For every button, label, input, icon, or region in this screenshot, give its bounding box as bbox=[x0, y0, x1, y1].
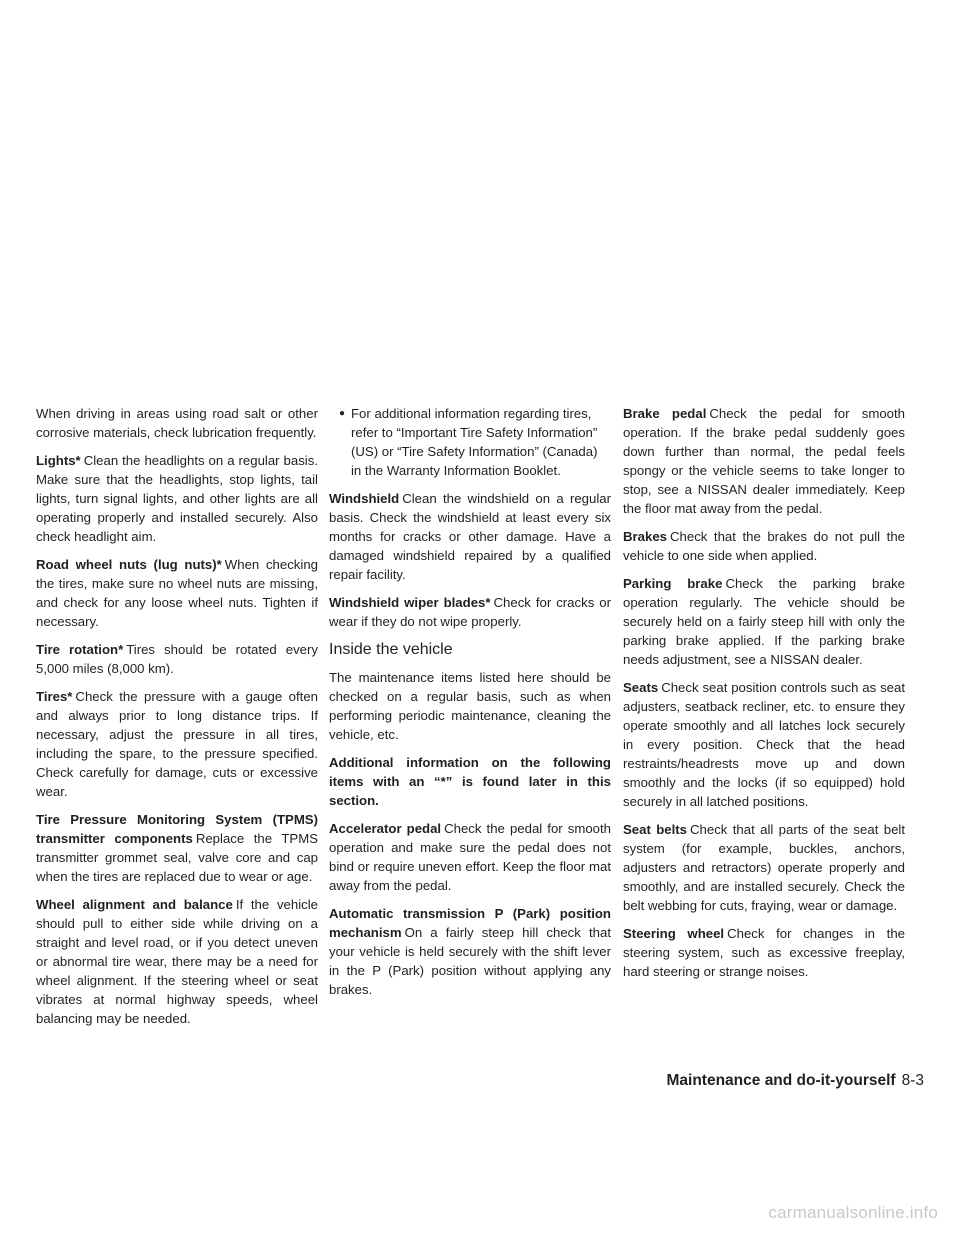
item-text: Replace the TPMS transmitter grommet seal, valve core and cap when the tires are replaced due to wear or age. bbox=[36, 831, 318, 884]
item-text: Check that the brakes do not pull the vehicle to one side when applied. bbox=[623, 529, 905, 563]
item-title: Seat belts bbox=[623, 822, 688, 837]
item-text: Clean the headlights on a regular basis. Make sure that the headlights, stop lights, tail lights, turn signal lights, and other lights are all operating properly and installed securely. Also check headlight aim. bbox=[36, 453, 318, 544]
item-wiper-blades bbox=[329, 593, 611, 631]
item-tires bbox=[36, 687, 318, 801]
item-parking-brake bbox=[623, 574, 905, 669]
item-tpms bbox=[36, 810, 318, 886]
item-brakes bbox=[623, 527, 905, 565]
item-title: Brakes bbox=[623, 529, 667, 544]
item-title: Wheel alignment and balance bbox=[36, 897, 233, 912]
item-text: Clean the windshield on a regular basis. Check the windshield at least every six months for cracks or other damage. Have a damaged windshield repaired by a qualified repair facility. bbox=[329, 491, 611, 582]
item-text: When checking the tires, make sure no wheel nuts are missing, and check for any loose wheel nuts. Tighten if necessary. bbox=[36, 557, 318, 629]
item-steering-wheel bbox=[623, 924, 905, 981]
footer-section-title: Maintenance and do-it-yourself bbox=[666, 1072, 896, 1089]
item-text: Check the pedal for smooth operation and make sure the pedal does not bind or require uneven effort. Keep the floor mat away from the pedal. bbox=[329, 821, 611, 893]
item-accelerator-pedal bbox=[329, 819, 611, 895]
item-text: Check the pedal for smooth operation. If the brake pedal suddenly goes down further than normal, the pedal feels spongy or the vehicle seems to take longer to stop, see a NISSAN dealer immediately. Keep the floor mat away from the pedal. bbox=[623, 406, 905, 516]
item-seat-belts bbox=[623, 820, 905, 915]
item-wheel-alignment bbox=[36, 895, 318, 1028]
column-middle bbox=[329, 404, 611, 1008]
item-text: Check that all parts of the seat belt system (for example, buckles, anchors, adjusters and retractors) operate properly and smoothly, and are installed securely. Check the belt webbing for cuts, fraying, wear or damage. bbox=[623, 822, 905, 913]
item-road-wheel-nuts bbox=[36, 555, 318, 631]
item-title: Parking brake bbox=[623, 576, 723, 591]
section-intro: The maintenance items listed here should be checked on a regular basis, such as when performing periodic maintenance, cleaning the vehicle, etc. bbox=[329, 670, 611, 742]
intro-paragraph: When driving in areas using road salt or other corrosive materials, check lubrication frequently. bbox=[36, 406, 318, 440]
item-text: Check the parking brake operation regularly. The vehicle should be securely held on a fairly steep hill with only the parking brake applied. If the parking brake needs adjustment, see a NISSAN dealer. bbox=[623, 576, 905, 667]
item-text: Check for changes in the steering system, such as excessive freeplay, hard steering or strange noises. bbox=[623, 926, 905, 979]
item-title: Road wheel nuts (lug nuts)* bbox=[36, 557, 222, 572]
item-title: Automatic transmission P (Park) position mechanism bbox=[329, 906, 611, 940]
bullet-text: For additional information regarding tires, refer to “Important Tire Safety Information” (US) or “Tire Safety Information” (Canada) in the Warranty Information Booklet. bbox=[351, 406, 598, 478]
item-title: Steering wheel bbox=[623, 926, 725, 941]
item-title: Brake pedal bbox=[623, 406, 707, 421]
item-brake-pedal bbox=[623, 404, 905, 518]
item-text: Check for cracks or wear if they do not wipe properly. bbox=[329, 595, 611, 629]
column-right bbox=[623, 404, 905, 990]
item-park-mechanism bbox=[329, 904, 611, 999]
item-text: If the vehicle should pull to either side while driving on a straight and level road, or if you detect uneven or abnormal tire wear, there may be a need for wheel alignment. If the steering wheel or seat vibrates at normal highway speeds, wheel balancing may be needed. bbox=[36, 897, 318, 1026]
item-title: Windshield wiper blades* bbox=[329, 595, 491, 610]
item-title: Tire Pressure Monitoring System (TPMS) transmitter components bbox=[36, 812, 318, 846]
item-lights bbox=[36, 451, 318, 546]
section-heading: Inside the vehicle bbox=[329, 641, 453, 658]
item-text: Check the pressure with a gauge often and always prior to long distance trips. If necessary, adjust the pressure in all tires, including the spare, to the pressure specified. Check carefully for damage, cuts or excessive wear. bbox=[36, 689, 318, 799]
item-title: Windshield bbox=[329, 491, 400, 506]
item-text: Tires should be rotated every 5,000 miles (8,000 km). bbox=[36, 642, 318, 676]
page-footer bbox=[667, 1072, 925, 1090]
item-title: Tires* bbox=[36, 689, 73, 704]
watermark-link[interactable]: carmanualsonline.info bbox=[768, 1203, 938, 1222]
column-left bbox=[36, 404, 318, 1037]
bullet-icon: ● bbox=[339, 408, 346, 419]
item-title: Tire rotation* bbox=[36, 642, 124, 657]
bold-note: Additional information on the following items with an “*” is found later in this section. bbox=[329, 755, 611, 808]
item-title: Seats bbox=[623, 680, 659, 695]
page-number: 8-3 bbox=[901, 1072, 924, 1089]
item-text: On a fairly steep hill check that your vehicle is held securely with the shift lever in the P (Park) position without applying any brakes. bbox=[329, 925, 611, 997]
item-seats bbox=[623, 678, 905, 811]
item-title: Accelerator pedal bbox=[329, 821, 442, 836]
bullet-item bbox=[329, 404, 611, 480]
item-windshield bbox=[329, 489, 611, 584]
item-tire-rotation bbox=[36, 640, 318, 678]
item-text: Check seat position controls such as seat adjusters, seatback recliner, etc. to ensure they operate smoothly and all latches lock securely in every position. Check that the head restraints/headrests move up and down smoothly and the locks (if so equipped) hold securely in all latched positions. bbox=[623, 680, 905, 809]
item-title: Lights* bbox=[36, 453, 81, 468]
